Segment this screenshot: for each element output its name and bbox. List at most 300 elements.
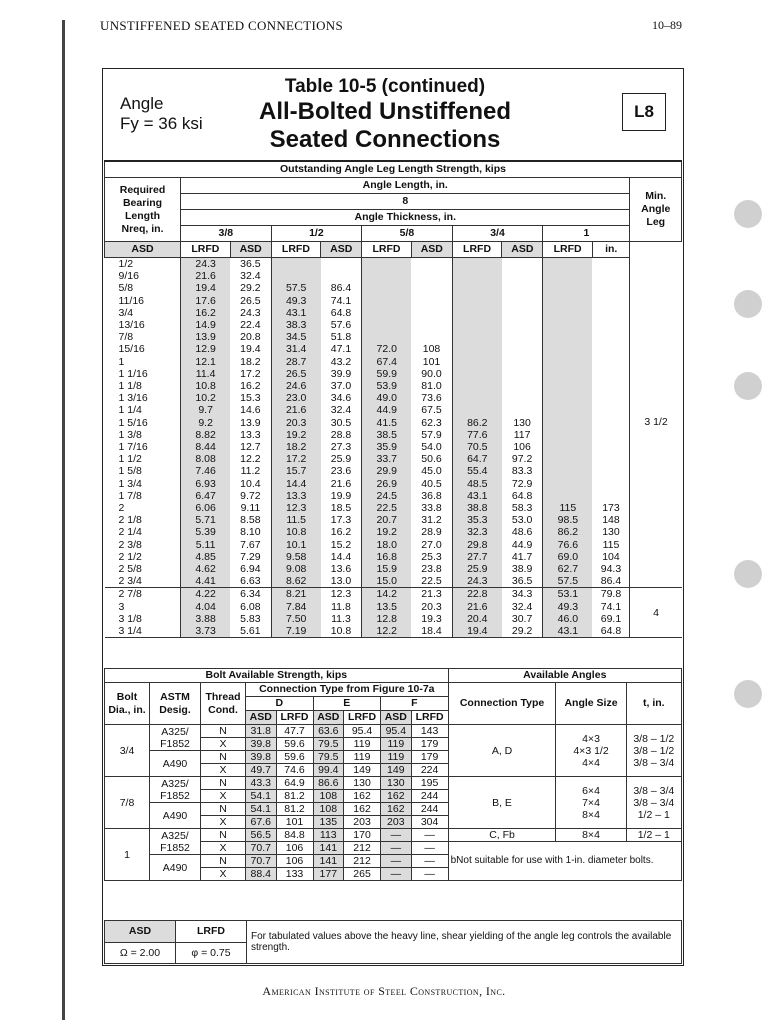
value-cell [452, 380, 502, 392]
value-cell: 13.0 [321, 575, 362, 588]
value-cell [543, 356, 593, 368]
asd-col-header: ASD [105, 242, 181, 258]
phi-value: φ = 0.75 [176, 942, 247, 964]
value-cell: 14.6 [230, 404, 271, 416]
value-cell [502, 295, 543, 307]
angle-size: 6×4 [582, 784, 600, 797]
table-row [105, 478, 682, 490]
value-cell: 6.08 [230, 601, 271, 613]
value-cell [502, 319, 543, 331]
value-cell: 72.9 [502, 478, 543, 490]
min-leg-value: 4 [630, 588, 682, 638]
value-cell: 18.4 [411, 625, 452, 638]
table-row [105, 625, 682, 638]
value-cell: 86.4 [321, 282, 362, 294]
bolt-strength-cell: 170 [344, 829, 381, 842]
value-cell [592, 295, 630, 307]
value-cell: 27.7 [452, 551, 502, 563]
bearing-length-cell: 1 7/8 [105, 490, 181, 502]
value-cell: 23.6 [321, 465, 362, 477]
value-cell [411, 258, 452, 271]
value-cell [543, 380, 593, 392]
req-line-1: Required [119, 183, 166, 196]
value-cell: 4.22 [181, 588, 231, 601]
table-row [105, 601, 682, 613]
value-cell: 10.8 [321, 625, 362, 638]
table-row [105, 551, 682, 563]
table-title [205, 76, 565, 154]
value-cell: 14.4 [321, 551, 362, 563]
value-cell: 6.93 [181, 478, 231, 490]
value-cell [452, 270, 502, 282]
value-cell [452, 319, 502, 331]
angle-size: 8×4 [556, 829, 626, 842]
value-cell: 15.2 [321, 539, 362, 551]
value-cell: 53.9 [362, 380, 412, 392]
bolt-strength-cell: 113 [313, 829, 344, 842]
bolt-strength-cell: 56.5 [246, 829, 277, 842]
value-cell: 86.2 [543, 526, 593, 538]
value-cell: 10.8 [181, 380, 231, 392]
value-cell: 19.9 [321, 490, 362, 502]
value-cell [592, 343, 630, 355]
value-cell [592, 356, 630, 368]
angle-size-header: Angle Size [556, 683, 626, 725]
value-cell: 24.3 [181, 258, 231, 271]
value-cell: 19.4 [452, 625, 502, 638]
value-cell [502, 404, 543, 416]
bearing-length-cell: 2 7/8 [105, 588, 181, 601]
value-cell: 49.0 [362, 392, 412, 404]
angle-conn-type: A, D [448, 725, 556, 777]
bolt-strength-cell: 212 [344, 842, 381, 855]
bolt-strength-cell: — [381, 855, 412, 868]
value-cell [411, 307, 452, 319]
strength-table [104, 160, 682, 638]
value-cell: 7.50 [271, 613, 321, 625]
value-cell: 12.2 [362, 625, 412, 638]
bolt-strength-cell: 119 [344, 738, 381, 751]
value-cell: 29.2 [502, 625, 543, 638]
value-cell: 16.2 [321, 526, 362, 538]
bolt-row [105, 829, 682, 842]
bolt-strength-cell: 67.6 [246, 816, 277, 829]
value-cell: 43.1 [543, 625, 593, 638]
value-cell: 73.6 [411, 392, 452, 404]
value-cell: 12.3 [321, 588, 362, 601]
value-cell: 33.8 [411, 502, 452, 514]
bolt-strength-cell: 135 [313, 816, 344, 829]
value-cell [411, 282, 452, 294]
value-cell: 13.3 [271, 490, 321, 502]
value-cell: 69.1 [592, 613, 630, 625]
value-cell: 17.2 [271, 453, 321, 465]
bolt-strength-cell: 141 [313, 842, 344, 855]
table-row [105, 563, 682, 575]
table-row [105, 526, 682, 538]
bolt-diameter: 3/4 [105, 725, 150, 777]
bolt-strength-cell: 244 [411, 803, 448, 816]
bolt-asd-header: ASD [313, 711, 344, 725]
bearing-length-cell: 1 3/4 [105, 478, 181, 490]
value-cell [543, 441, 593, 453]
value-cell: 57.5 [271, 282, 321, 294]
value-cell: 43.2 [321, 356, 362, 368]
value-cell: 31.2 [411, 514, 452, 526]
bearing-length-cell: 9/16 [105, 270, 181, 282]
bolt-strength-cell: 31.8 [246, 725, 277, 738]
value-cell [502, 356, 543, 368]
value-cell: 20.3 [271, 417, 321, 429]
connection-type-title: Connection Type from Figure 10-7a [246, 683, 449, 697]
value-cell [502, 307, 543, 319]
bolt-strength-cell: 86.6 [313, 777, 344, 790]
value-cell [411, 295, 452, 307]
value-cell: 26.9 [362, 478, 412, 490]
value-cell: 48.5 [452, 478, 502, 490]
value-cell: 10.4 [230, 478, 271, 490]
table-row [105, 282, 682, 294]
available-angles-title: Available Angles [448, 669, 681, 683]
table-row [105, 502, 682, 514]
binder-hole-1 [734, 200, 762, 228]
value-cell: 10.8 [271, 526, 321, 538]
value-cell [502, 343, 543, 355]
value-cell: 5.11 [181, 539, 231, 551]
value-cell: 49.3 [271, 295, 321, 307]
bolt-strength-cell: 81.2 [276, 790, 313, 803]
value-cell: 86.2 [452, 417, 502, 429]
bolt-strength-cell: 54.1 [246, 803, 277, 816]
value-cell: 20.4 [452, 613, 502, 625]
bolt-strength-cell: 106 [276, 842, 313, 855]
value-cell: 62.3 [411, 417, 452, 429]
value-cell [411, 331, 452, 343]
bearing-length-cell: 2 1/2 [105, 551, 181, 563]
value-cell: 74.1 [321, 295, 362, 307]
value-cell: 13.5 [362, 601, 412, 613]
value-cell: 148 [592, 514, 630, 526]
bolt-strength-cell: 108 [313, 790, 344, 803]
value-cell: 18.0 [362, 539, 412, 551]
section-code: L8 [622, 93, 666, 131]
value-cell: 106 [502, 441, 543, 453]
angle-t: 3/8 – 3/4 [633, 784, 675, 797]
binder-hole-3 [734, 372, 762, 400]
value-cell: 38.9 [502, 563, 543, 575]
bolt-lrfd-header: LRFD [411, 711, 448, 725]
value-cell: 33.7 [362, 453, 412, 465]
value-cell: 58.3 [502, 502, 543, 514]
value-cell: 35.3 [452, 514, 502, 526]
table-row [105, 514, 682, 526]
asd-col-header: ASD [230, 242, 271, 258]
value-cell: 69.0 [543, 551, 593, 563]
value-cell: 81.0 [411, 380, 452, 392]
angle-thickness [626, 725, 681, 777]
value-cell: 8.58 [230, 514, 271, 526]
value-cell: 15.3 [230, 392, 271, 404]
table-row [105, 490, 682, 502]
value-cell: 10.1 [271, 539, 321, 551]
value-cell: 26.5 [271, 368, 321, 380]
lrfd-col-header: LRFD [362, 242, 412, 258]
bearing-length-cell: 1 1/8 [105, 380, 181, 392]
value-cell: 7.84 [271, 601, 321, 613]
value-cell: 14.4 [271, 478, 321, 490]
bearing-length-cell: 2 1/8 [105, 514, 181, 526]
angle-conn-type: B, E [448, 777, 556, 829]
value-cell: 12.8 [362, 613, 412, 625]
value-cell: 22.5 [411, 575, 452, 588]
title-line-1: All-Bolted Unstiffened [259, 98, 511, 125]
bolt-strength-cell: 70.7 [246, 855, 277, 868]
value-cell: 32.4 [230, 270, 271, 282]
value-cell [271, 258, 321, 271]
angle-label [120, 94, 203, 134]
value-cell: 3.88 [181, 613, 231, 625]
value-cell: 57.9 [411, 429, 452, 441]
astm-designation: A490 [150, 751, 201, 777]
angle-t: 1/2 – 1 [626, 829, 681, 842]
bolt-strength-cell: 79.5 [313, 751, 344, 764]
value-cell: 9.2 [181, 417, 231, 429]
value-cell [452, 343, 502, 355]
value-cell: 16.2 [230, 380, 271, 392]
value-cell [592, 258, 630, 271]
value-cell: 18.5 [321, 502, 362, 514]
value-cell: 21.6 [181, 270, 231, 282]
table-row [105, 307, 682, 319]
angle-t: 3/8 – 1/2 [633, 744, 675, 757]
value-cell: 79.8 [592, 588, 630, 601]
bolt-strength-cell: 59.6 [276, 738, 313, 751]
value-cell [592, 368, 630, 380]
angle-size: 4×3 [582, 732, 600, 745]
value-cell: 90.0 [411, 368, 452, 380]
asd-col-header: ASD [502, 242, 543, 258]
table-row [105, 417, 682, 429]
table-row [105, 588, 682, 601]
value-cell: 25.9 [452, 563, 502, 575]
value-cell: 5.71 [181, 514, 231, 526]
min-leg-value: 3 1/2 [630, 258, 682, 588]
bolt-strength-cell: 265 [344, 868, 381, 881]
bolt-strength-cell: 47.7 [276, 725, 313, 738]
value-cell: 24.6 [271, 380, 321, 392]
bolt-dia-header: Bolt Dia., in. [105, 683, 150, 725]
bolt-row [105, 725, 682, 738]
bolt-lrfd-header: LRFD [344, 711, 381, 725]
value-cell: 25.3 [411, 551, 452, 563]
bolt-strength-cell: 162 [381, 790, 412, 803]
value-cell: 36.8 [411, 490, 452, 502]
asd-note-label: ASD [105, 921, 176, 943]
value-cell: 18.2 [271, 441, 321, 453]
bolt-strength-cell: — [411, 842, 448, 855]
bolt-strength-cell: 79.5 [313, 738, 344, 751]
value-cell: 53.0 [502, 514, 543, 526]
value-cell: 55.4 [452, 465, 502, 477]
bolt-row [105, 777, 682, 790]
value-cell: 34.5 [271, 331, 321, 343]
bearing-length-cell: 2 5/8 [105, 563, 181, 575]
angle-t: 3/8 – 3/4 [633, 796, 675, 809]
bearing-length-cell: 1 1/4 [105, 404, 181, 416]
value-cell: 26.5 [230, 295, 271, 307]
value-cell: 6.94 [230, 563, 271, 575]
astm-header: ASTM Desig. [150, 683, 201, 725]
bolt-strength-cell: 162 [344, 790, 381, 803]
t-header: t, in. [626, 683, 681, 725]
value-cell: 30.5 [321, 417, 362, 429]
value-cell: 101 [411, 356, 452, 368]
table-row [105, 258, 682, 271]
value-cell: 13.9 [230, 417, 271, 429]
thickness-1: 1/2 [271, 226, 362, 242]
value-cell: 130 [502, 417, 543, 429]
bearing-length-cell: 1 1/16 [105, 368, 181, 380]
value-cell: 28.9 [411, 526, 452, 538]
angle-size: 8×4 [582, 808, 600, 821]
bolt-strength-cell: 162 [344, 803, 381, 816]
thread-condition: N [201, 751, 246, 764]
value-cell: 43.1 [271, 307, 321, 319]
table-row [105, 429, 682, 441]
table-row [105, 613, 682, 625]
bolt-strength-cell: 119 [381, 738, 412, 751]
bolt-strength-cell: 224 [411, 764, 448, 777]
value-cell: 3.73 [181, 625, 231, 638]
angle-footnote: bNot suitable for use with 1-in. diameter bolts. [448, 842, 681, 881]
angle-sizes [556, 725, 626, 777]
value-cell: 54.0 [411, 441, 452, 453]
bolt-strength-cell: 130 [381, 777, 412, 790]
thread-condition: N [201, 725, 246, 738]
bearing-length-cell: 1/2 [105, 258, 181, 271]
value-cell: 8.62 [271, 575, 321, 588]
type-e: E [313, 697, 381, 711]
value-cell: 21.6 [271, 404, 321, 416]
value-cell [362, 331, 412, 343]
value-cell: 9.08 [271, 563, 321, 575]
page-number: 10–89 [652, 18, 682, 32]
value-cell: 50.6 [411, 453, 452, 465]
bolt-strength-cell: 119 [381, 751, 412, 764]
thread-condition: X [201, 842, 246, 855]
value-cell: 32.4 [502, 601, 543, 613]
thickness-header: Angle Thickness, in. [181, 210, 630, 226]
bearing-length-cell: 11/16 [105, 295, 181, 307]
value-cell: 8.08 [181, 453, 231, 465]
bolt-strength-cell: 195 [411, 777, 448, 790]
thickness-3: 3/4 [452, 226, 543, 242]
bolt-strength-cell: — [411, 868, 448, 881]
value-cell: 67.4 [362, 356, 412, 368]
angle-size: 4×4 [582, 756, 600, 769]
bolt-strength-cell: 63.6 [313, 725, 344, 738]
value-cell [543, 307, 593, 319]
value-cell: 21.6 [452, 601, 502, 613]
bearing-length-cell: 1 3/16 [105, 392, 181, 404]
angle-length-value: 8 [181, 194, 630, 210]
value-cell: 35.9 [362, 441, 412, 453]
value-cell: 32.3 [452, 526, 502, 538]
bolt-strength-cell: 99.4 [313, 764, 344, 777]
bolt-strength-cell: 70.7 [246, 842, 277, 855]
table-row [105, 404, 682, 416]
table-row [105, 270, 682, 282]
bolt-strength-cell: 95.4 [381, 725, 412, 738]
value-cell: 44.9 [502, 539, 543, 551]
value-cell: 25.9 [321, 453, 362, 465]
value-cell: 17.6 [181, 295, 231, 307]
value-cell: 28.7 [271, 356, 321, 368]
thickness-0: 3/8 [181, 226, 272, 242]
value-cell: 34.3 [502, 588, 543, 601]
value-cell [452, 295, 502, 307]
value-cell: 36.5 [230, 258, 271, 271]
value-cell: 97.2 [502, 453, 543, 465]
bolt-lrfd-header: LRFD [276, 711, 313, 725]
value-cell: 14.9 [181, 319, 231, 331]
value-cell: 40.5 [411, 478, 452, 490]
bearing-length-cell: 3 1/8 [105, 613, 181, 625]
value-cell: 72.0 [362, 343, 412, 355]
astm-designation: A325/ F1852 [150, 725, 201, 751]
thread-condition: X [201, 868, 246, 881]
bolt-strength-title: Bolt Available Strength, kips [105, 669, 449, 683]
value-cell: 29.8 [452, 539, 502, 551]
value-cell: 104 [592, 551, 630, 563]
thread-condition: N [201, 855, 246, 868]
req-line-3: Length [125, 209, 161, 222]
value-cell: 4.04 [181, 601, 231, 613]
bolt-strength-cell: 149 [381, 764, 412, 777]
value-cell: 29.9 [362, 465, 412, 477]
lrfd-note-label: LRFD [176, 921, 247, 943]
value-cell: 21.6 [321, 478, 362, 490]
bolt-strength-cell: 54.1 [246, 790, 277, 803]
value-cell: 76.6 [543, 539, 593, 551]
value-cell: 41.5 [362, 417, 412, 429]
value-cell: 19.2 [271, 429, 321, 441]
min-angle-leg-header [630, 178, 682, 242]
value-cell: 13.6 [321, 563, 362, 575]
value-cell: 10.2 [181, 392, 231, 404]
bearing-length-cell: 1 5/8 [105, 465, 181, 477]
value-cell: 64.7 [452, 453, 502, 465]
value-cell [592, 465, 630, 477]
bolt-strength-cell: 162 [381, 803, 412, 816]
table-row [105, 453, 682, 465]
value-cell: 53.1 [543, 588, 593, 601]
value-cell: 57.6 [321, 319, 362, 331]
bolt-strength-cell: 244 [411, 790, 448, 803]
value-cell: 20.7 [362, 514, 412, 526]
bearing-length-cell: 2 1/4 [105, 526, 181, 538]
angle-text: Angle [120, 94, 164, 113]
value-cell: 74.1 [592, 601, 630, 613]
value-cell [543, 392, 593, 404]
value-cell: 12.1 [181, 356, 231, 368]
bearing-length-cell: 15/16 [105, 343, 181, 355]
running-head: UNSTIFFENED SEATED CONNECTIONS [100, 18, 344, 33]
value-cell [543, 417, 593, 429]
value-cell: 17.2 [230, 368, 271, 380]
value-cell: 27.3 [321, 441, 362, 453]
value-cell [502, 258, 543, 271]
